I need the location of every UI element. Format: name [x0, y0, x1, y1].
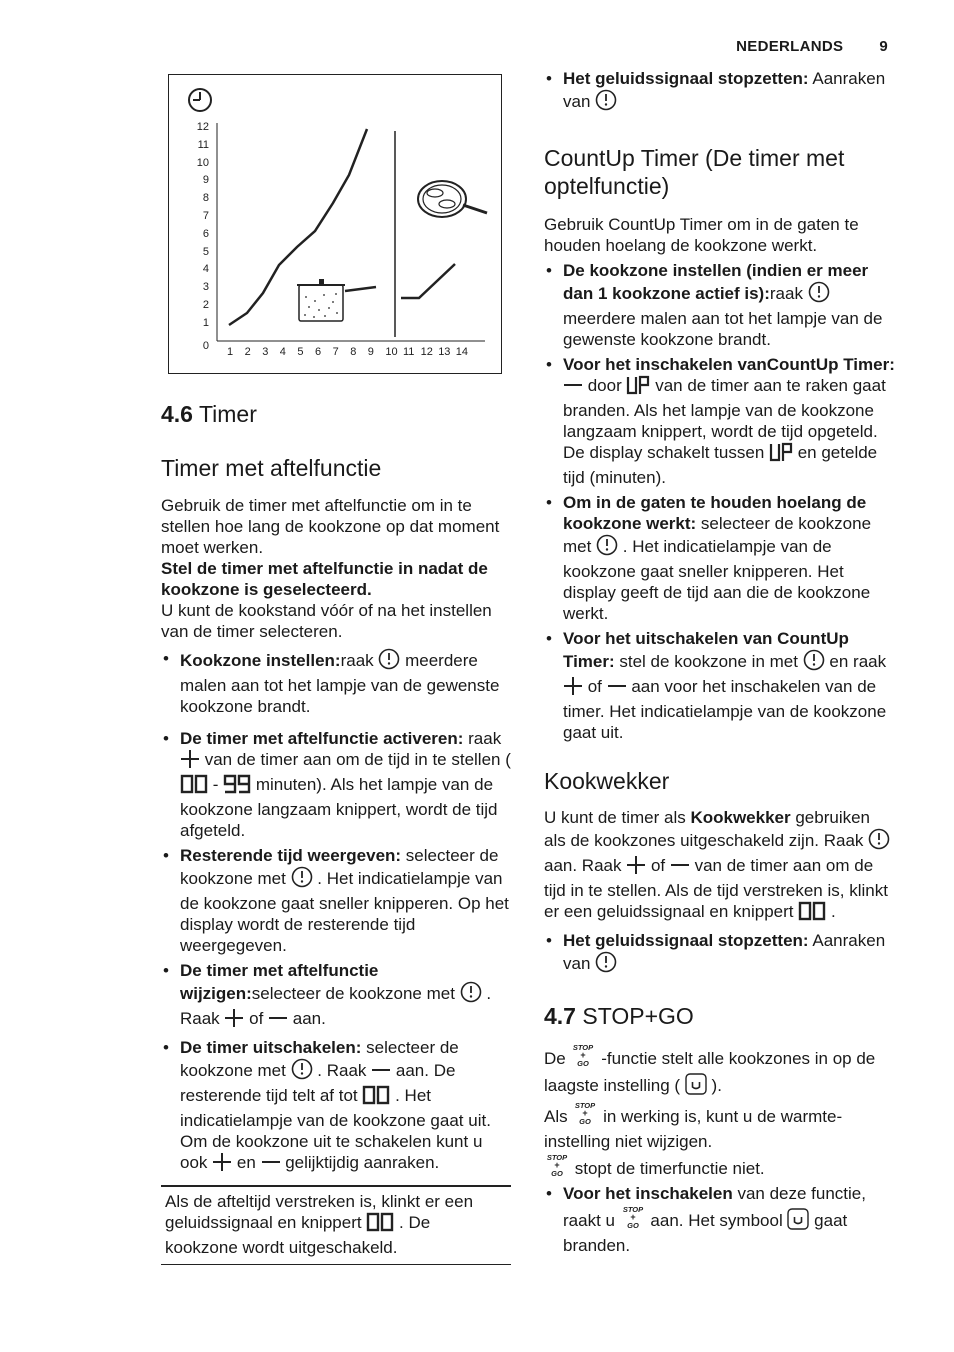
- minus-icon: [371, 1060, 391, 1085]
- x-tick-label: 14: [455, 346, 469, 358]
- svg-text:GO: GO: [579, 1117, 592, 1126]
- language-label: NEDERLANDS: [736, 38, 844, 55]
- countup-bullets: [544, 260, 896, 743]
- display-99-icon: [223, 774, 251, 799]
- figure-drawing: [169, 75, 500, 372]
- countup-intro: Gebruik CountUp Timer om in de gaten te houden hoelang de kookzone werkt.: [544, 215, 859, 255]
- y-tick-label: 1: [202, 316, 209, 329]
- plus-icon: [563, 676, 583, 701]
- power-icon: [291, 866, 313, 893]
- subsection-timer-title: Timer met aftelfunctie: [161, 455, 382, 481]
- display-00-icon: [362, 1085, 390, 1110]
- list-item: • Kookzone instellen:raak meerdere malen aan tot het lampje van de gewenste kookzone brandt.: [161, 648, 511, 717]
- y-tick-label: 11: [197, 138, 209, 151]
- stop-go-icon: [570, 1042, 596, 1073]
- timer-bold-note: Stel de timer met aftelfunctie in nadat de kookzone is geselecteerd.: [161, 559, 488, 599]
- stopgo-text-3: STOP + GO stopt de timerfunctie niet.: [544, 1152, 896, 1183]
- x-tick-label: 13: [438, 346, 451, 358]
- list-item: • De timer met aftelfunctie wijzigen:selecteer de kookzone met . Raak of aan.: [161, 960, 511, 1033]
- list-item: • Voor het uitschakelen van CountUp Timer: stel de kookzone in met en raak of aan voor het inschakelen van de timer. Het indicatielampje van de kookzone gaat uit.: [544, 628, 896, 743]
- svg-text:GO: GO: [577, 1059, 590, 1068]
- y-tick-label: 2: [202, 299, 209, 311]
- power-icon: [868, 828, 890, 855]
- power-icon: [808, 281, 830, 308]
- left-column: [161, 400, 511, 1265]
- lowest-setting-icon: [787, 1208, 809, 1235]
- power-icon: [596, 534, 618, 561]
- x-tick-label: 9: [367, 346, 374, 358]
- list-item: • Het geluidssignaal stopzetten: Aanraken van: [544, 930, 896, 978]
- minus-icon: [268, 1008, 288, 1033]
- frying-pan-icon: [418, 181, 487, 217]
- y-tick-label: 4: [202, 263, 209, 276]
- kookwekker-text: U kunt de timer als Kookwekker gebruiken als de kookzones uitgeschakeld zijn. Raak aan. Raak of van de timer aan om de tijd in te stellen. Als de tijd verstreken is, klinkt er een geluidssignaal en knippert .: [544, 807, 896, 926]
- svg-text:STOP: STOP: [575, 1101, 596, 1110]
- lowest-setting-icon: [685, 1073, 707, 1100]
- display-up-icon: [626, 375, 650, 400]
- svg-text:STOP: STOP: [622, 1205, 643, 1214]
- y-tick-label: 5: [202, 245, 209, 258]
- x-tick-label: 4: [279, 346, 286, 358]
- minus-icon: [607, 676, 627, 701]
- x-tick-label: 11: [403, 346, 415, 358]
- stopgo-bullets: [544, 1183, 896, 1256]
- x-tick-label: 1: [227, 346, 234, 358]
- kookwekker-bullets: [544, 930, 896, 978]
- list-item: • Voor het inschakelen vanCountUp Timer: door van de timer aan te raken gaat branden. Als het lampje van de kookzone langzaam knippert, wordt de tijd opgeteld. De display schakelt tussen en getelde tijd (minuten).: [544, 354, 896, 488]
- y-tick-label: 0: [202, 340, 209, 352]
- y-tick-label: 6: [202, 227, 209, 240]
- x-tick-label: 7: [332, 346, 339, 358]
- plus-icon: [626, 855, 646, 880]
- y-tick-label: 7: [202, 210, 209, 222]
- timer-intro: Gebruik de timer met aftelfunctie om in te stellen hoe lang de kookzone op dat moment moet werken.: [161, 496, 500, 557]
- minus-icon: [563, 375, 583, 400]
- svg-text:+: +: [582, 1108, 588, 1118]
- timer-intro-2: U kunt de kookstand vóór of na het instellen van de timer selecteren.: [161, 601, 492, 641]
- minus-icon: [261, 1152, 281, 1177]
- power-icon: [595, 951, 617, 978]
- y-tick-label: 3: [202, 281, 209, 294]
- x-tick-label: 2: [244, 346, 251, 358]
- display-00-icon: [180, 774, 208, 799]
- stopgo-text-1: De STOP + GO -functie stelt alle kookzones in op de laagste instelling ( ).: [544, 1042, 896, 1100]
- svg-text:GO: GO: [551, 1169, 563, 1178]
- plus-icon: [224, 1008, 244, 1033]
- svg-text:GO: GO: [626, 1221, 639, 1230]
- minus-icon: [670, 855, 690, 880]
- list-item: • Voor het inschakelen van deze functie, raakt u STOP + GO aan. Het symbool gaat branden.: [544, 1183, 896, 1256]
- plus-icon: [180, 749, 200, 774]
- svg-text:+: +: [580, 1050, 587, 1060]
- svg-text:STOP: STOP: [573, 1043, 594, 1052]
- x-tick-label: 6: [315, 346, 322, 358]
- y-tick-label: 9: [202, 174, 209, 187]
- frying-curve: [401, 264, 455, 298]
- cooking-curve-figure: [168, 74, 502, 374]
- stop-go-icon: [572, 1100, 598, 1131]
- timer-note-box: Als de afteltijd verstreken is, klinkt er een geluidssignaal en knippert . De kookzone wordt uitgeschakeld.: [161, 1185, 511, 1265]
- page-header: [736, 38, 888, 55]
- power-icon: [460, 981, 482, 1008]
- svg-text:STOP: STOP: [546, 1153, 568, 1162]
- pot-icon: [297, 279, 376, 321]
- y-tick-label: 10: [196, 156, 209, 169]
- list-item: • De timer uitschakelen: selecteer de kookzone met . Raak aan. De resterende tijd telt af tot . Het indicatielampje van de kookzone gaat uit. Om de kookzone uit te schakelen kunt u ook en gelijktijdig aanraken.: [161, 1037, 511, 1177]
- heating-curve: [229, 129, 367, 325]
- x-tick-label: 12: [420, 346, 433, 358]
- clock-icon: [189, 89, 211, 111]
- x-tick-label: 10: [385, 346, 398, 358]
- countup-title: CountUp Timer (De timer met optelfunctie): [544, 145, 845, 199]
- list-item: • De kookzone instellen (indien er meer dan 1 kookzone actief is):raak meerdere malen aan tot het lampje van de gewenste kookzone brandt.: [544, 260, 896, 350]
- section-4-6-title: 4.6 Timer: [161, 401, 257, 427]
- power-icon: [378, 648, 400, 675]
- stopgo-text-2: Als STOP + GO in werking is, kunt u de warmte-instelling niet wijzigen.: [544, 1101, 843, 1151]
- y-tick-label: 12: [196, 121, 209, 133]
- display-00-icon: [798, 901, 826, 926]
- page-number: 9: [879, 38, 888, 55]
- svg-text:+: +: [630, 1212, 636, 1222]
- timer-bullets: [161, 648, 511, 1177]
- signal-stop-list: [544, 68, 896, 116]
- section-4-7-title: 4.7 STOP+GO: [544, 1003, 694, 1029]
- kookwekker-title: Kookwekker: [544, 768, 670, 794]
- power-icon: [803, 649, 825, 676]
- display-00-icon: [366, 1212, 394, 1237]
- power-icon: [595, 89, 617, 116]
- list-item: • Het geluidssignaal stopzetten: Aanraken van: [544, 68, 896, 116]
- list-item: • Resterende tijd weergeven: selecteer de kookzone met . Het indicatielampje van de kookzone gaat sneller knipperen. Op het display wordt de resterende tijd weergegeven.: [161, 845, 511, 956]
- list-item: • De timer met aftelfunctie activeren: raak van de timer aan om de tijd in te stellen ( - minuten). Als het lampje van de kookzone langzaam knippert, wordt de tijd afgeteld.: [161, 728, 511, 841]
- stop-go-icon: [544, 1152, 570, 1183]
- svg-text:+: +: [554, 1160, 560, 1170]
- list-item: • Om in de gaten te houden hoelang de kookzone werkt: selecteer de kookzone met . Het indicatielampje van de kookzone gaat sneller knipperen. Het display geeft de tijd aan die de kookzone werkt.: [544, 492, 896, 624]
- x-tick-label: 3: [262, 346, 269, 358]
- display-up-icon: [769, 442, 793, 467]
- y-tick-label: 8: [202, 192, 209, 205]
- x-tick-label: 5: [297, 346, 304, 358]
- plus-icon: [212, 1152, 232, 1177]
- power-icon: [291, 1058, 313, 1085]
- stop-go-icon: [620, 1204, 646, 1235]
- right-column: [544, 68, 896, 1256]
- x-tick-label: 8: [350, 346, 357, 358]
